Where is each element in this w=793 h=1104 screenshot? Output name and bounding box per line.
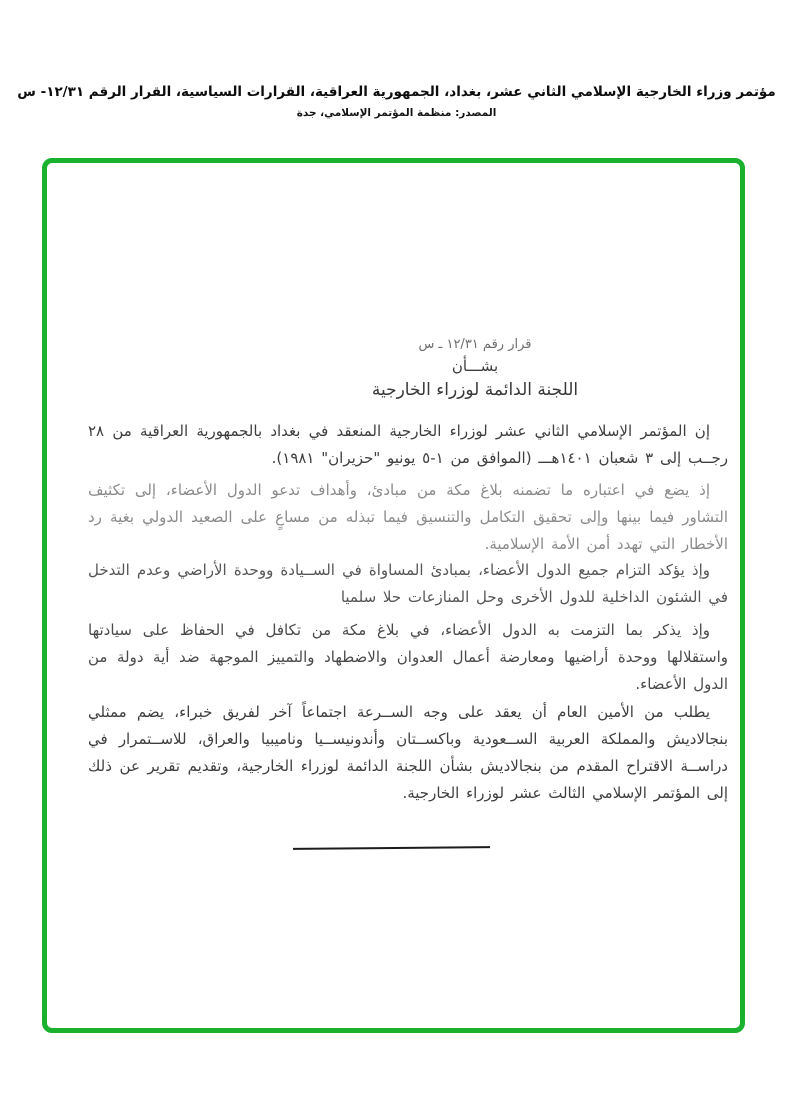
regarding-label: بشـــأن xyxy=(451,357,499,375)
document-paragraph-2: إذ يضع في اعتباره ما تضمنه بلاغ مكة من مبادئ، وأهداف تدعو الدول الأعضاء، إلى تكثيف التشاور فيما بينها وإلى تحقيق التكامل والتنسيق فيما تبذله من مساعٍ على الصعيد الدولي بغية رد الأخطار التي تهدد أمن الأمة الإسلامية. xyxy=(88,481,728,553)
signature-line xyxy=(293,846,490,850)
resolution-number: قرار رقم ١٢/٣١ ـ س xyxy=(418,337,532,352)
resolution-subject: اللجنة الدائمة لوزراء الخارجية xyxy=(371,380,579,400)
document-paragraph-5: يطلب من الأمين العام أن يعقد على وجه الســرعة اجتماعاً آخر لفريق خبراء، يضم ممثلي بنجالاديش والمملكة العربية الســعودية وباكســتان وأندونيســيا وناميبيا والعراق، للاســتمرار في دراســة الاقتراح المقدم من بنجالاديش بشأن اللجنة الدائمة لوزراء الخارجية، وتقديم تقرير عن ذلك إلى المؤتمر الإسلامي الثالث عشر لوزراء الخارجية. xyxy=(88,703,728,802)
document-paragraph-3: وإذ يؤكد التزام جميع الدول الأعضاء، بمبادئ المساواة في الســيادة ووحدة الأراضي وعدم التدخل في الشئون الداخلية للدول الأخرى وحل المنازعات حلا سلميا xyxy=(88,561,728,606)
header-source: المصدر: منظمة المؤتمر الإسلامي، جدة xyxy=(296,107,497,119)
header-citation: مؤتمر وزراء الخارجية الإسلامي الثاني عشر، بغداد، الجمهورية العراقية، القرارات السياسية، القرار الرقم ١٢/٣١- س xyxy=(17,84,776,100)
document-paragraph-4: وإذ يذكر بما التزمت به الدول الأعضاء، في بلاغ مكة من تكافل في الحفاظ على سيادتها واستقلالها ووحدة أراضيها ومعارضة أعمال العدوان والاضطهاد والتمييز الموجهة ضد أية دولة من الدول الأعضاء. xyxy=(88,621,728,693)
document-title-block xyxy=(310,337,640,400)
document-paragraph-1: إن المؤتمر الإسلامي الثاني عشر لوزراء الخارجية المنعقد في بغداد بالجمهورية العراقية من ٢٨ رجــب إلى ٣ شعبان ١٤٠١هـــ (الموافق من ١-٥ يونيو "حزيران" ١٩٨١). xyxy=(88,422,728,467)
